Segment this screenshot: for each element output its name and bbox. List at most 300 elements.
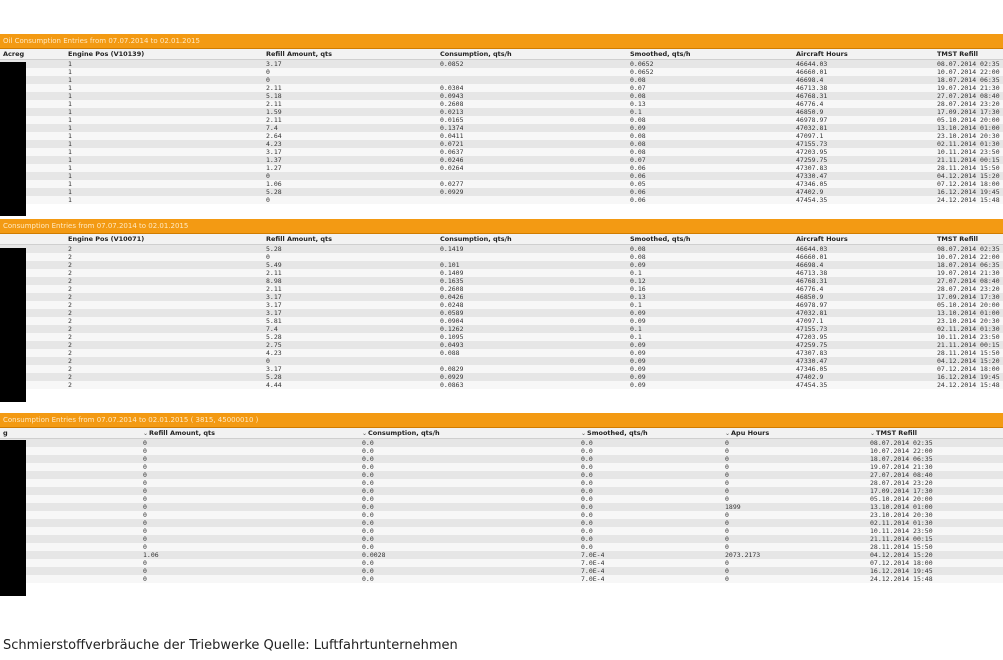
table-row [0, 196, 1003, 204]
cell-col-tmst-refill: 13.10.2014 01:00 [870, 503, 933, 511]
cell-col-aircraft-hours: 47097.1 [796, 317, 824, 325]
cell-col-engine-pos-v10071: 2 [68, 277, 72, 285]
table-row [0, 527, 1003, 535]
redaction-bar [0, 440, 26, 596]
cell-col-refill-amount-qts: 7.4 [266, 325, 278, 333]
cell-col-consumption-qts-h: 0.1419 [440, 245, 464, 253]
cell-col-apu-hours: 2073.2173 [725, 551, 761, 559]
cell-col-engine-pos-v10071: 2 [68, 309, 72, 317]
cell-col-engine-pos-v10071: 2 [68, 301, 72, 309]
cell-col-engine-pos-v10139: 1 [68, 140, 72, 148]
header-label: Aircraft Hours [796, 50, 848, 58]
cell-col-engine-pos-v10071: 2 [68, 357, 72, 365]
cell-col-refill-amount-qts: 0 [143, 575, 147, 583]
cell-col-refill-amount-qts: 2.75 [266, 341, 282, 349]
cell-col-apu-hours: 0 [725, 527, 729, 535]
engine-1-oil-panel [0, 34, 1003, 204]
cell-col-smoothed-qts-h: 0.0 [581, 511, 593, 519]
cell-col-smoothed-qts-h: 0.0 [581, 439, 593, 447]
cell-col-refill-amount-qts: 1.37 [266, 156, 282, 164]
cell-col-consumption-qts-h: 0.0904 [440, 317, 464, 325]
cell-col-refill-amount-qts: 3.17 [266, 365, 282, 373]
cell-col-refill-amount-qts: 0 [143, 471, 147, 479]
cell-col-aircraft-hours: 46660.01 [796, 253, 828, 261]
header-label: Consumption, qts/h [440, 235, 512, 243]
cell-col-consumption-qts-h: 0.0 [362, 527, 374, 535]
cell-col-smoothed-qts-h: 0.09 [630, 349, 646, 357]
table-row [0, 116, 1003, 124]
cell-col-apu-hours: 0 [725, 495, 729, 503]
table-row [0, 285, 1003, 293]
cell-col-tmst-refill: 18.07.2014 06:35 [937, 76, 1000, 84]
cell-col-consumption-qts-h: 0.0 [362, 567, 374, 575]
cell-col-aircraft-hours: 47346.05 [796, 365, 828, 373]
cell-col-consumption-qts-h: 0.0426 [440, 293, 464, 301]
cell-col-tmst-refill: 27.07.2014 08:40 [937, 277, 1000, 285]
cell-col-refill-amount-qts: 2.64 [266, 132, 282, 140]
table-row [0, 455, 1003, 463]
header-col-aircraft-hours [796, 234, 848, 244]
cell-col-refill-amount-qts: 0 [266, 172, 270, 180]
cell-col-tmst-refill: 10.07.2014 22:00 [937, 68, 1000, 76]
cell-col-refill-amount-qts: 5.18 [266, 92, 282, 100]
header-col-tmst-refill [937, 234, 978, 244]
cell-col-aircraft-hours: 47203.95 [796, 148, 828, 156]
cell-col-consumption-qts-h: 0.0264 [440, 164, 464, 172]
table-row [0, 567, 1003, 575]
table-row [0, 140, 1003, 148]
header-label: Consumption, qts/h [368, 429, 440, 437]
cell-col-consumption-qts-h: 0.0 [362, 471, 374, 479]
cell-col-aircraft-hours: 46698.4 [796, 76, 824, 84]
header-label: TMST Refill [937, 50, 978, 58]
cell-col-tmst-refill: 28.07.2014 23:20 [937, 100, 1000, 108]
table-row [0, 325, 1003, 333]
cell-col-tmst-refill: 28.11.2014 15:50 [870, 543, 933, 551]
cell-col-refill-amount-qts: 2.11 [266, 116, 282, 124]
cell-col-tmst-refill: 02.11.2014 01:30 [870, 519, 933, 527]
cell-col-tmst-refill: 28.07.2014 23:20 [937, 285, 1000, 293]
cell-col-tmst-refill: 07.12.2014 18:00 [937, 180, 1000, 188]
header-col-acreg [3, 49, 24, 59]
cell-col-consumption-qts-h: 0.0863 [440, 381, 464, 389]
cell-col-aircraft-hours: 46850.9 [796, 293, 824, 301]
cell-col-engine-pos-v10071: 2 [68, 269, 72, 277]
cell-col-tmst-refill: 04.12.2014 15:20 [870, 551, 933, 559]
apu-oil-panel [0, 413, 1003, 583]
cell-col-aircraft-hours: 47402.9 [796, 188, 824, 196]
cell-col-smoothed-qts-h: 0.07 [630, 156, 646, 164]
cell-col-refill-amount-qts: 7.4 [266, 124, 278, 132]
cell-col-smoothed-qts-h: 0.09 [630, 309, 646, 317]
header-label: Apu Hours [731, 429, 770, 437]
cell-col-aircraft-hours: 47346.05 [796, 180, 828, 188]
cell-col-apu-hours: 0 [725, 567, 729, 575]
cell-col-engine-pos-v10071: 2 [68, 245, 72, 253]
cell-col-engine-pos-v10139: 1 [68, 60, 72, 68]
cell-col-consumption-qts-h: 0.088 [440, 349, 460, 357]
table-row [0, 277, 1003, 285]
table-row [0, 479, 1003, 487]
cell-col-consumption-qts-h: 0.0 [362, 439, 374, 447]
cell-col-apu-hours: 0 [725, 463, 729, 471]
cell-col-consumption-qts-h: 0.0852 [440, 60, 464, 68]
sort-arrow-icon: ⌄ [581, 430, 587, 437]
cell-col-consumption-qts-h: 0.0929 [440, 373, 464, 381]
cell-col-tmst-refill: 02.11.2014 01:30 [937, 140, 1000, 148]
cell-col-engine-pos-v10139: 1 [68, 172, 72, 180]
table-row [0, 471, 1003, 479]
cell-col-smoothed-qts-h: 0.08 [630, 148, 646, 156]
cell-col-aircraft-hours: 46978.97 [796, 301, 828, 309]
cell-col-tmst-refill: 04.12.2014 15:20 [937, 357, 1000, 365]
cell-col-refill-amount-qts: 0 [266, 76, 270, 84]
cell-col-consumption-qts-h: 0.0929 [440, 188, 464, 196]
table-row [0, 100, 1003, 108]
table-row [0, 245, 1003, 253]
cell-col-refill-amount-qts: 5.28 [266, 333, 282, 341]
cell-col-refill-amount-qts: 0 [143, 487, 147, 495]
cell-col-aircraft-hours: 47097.1 [796, 132, 824, 140]
cell-col-tmst-refill: 21.11.2014 00:15 [870, 535, 933, 543]
cell-col-smoothed-qts-h: 0.1 [630, 301, 642, 309]
cell-col-refill-amount-qts: 0 [143, 503, 147, 511]
cell-col-aircraft-hours: 47454.35 [796, 381, 828, 389]
cell-col-engine-pos-v10139: 1 [68, 164, 72, 172]
cell-col-engine-pos-v10071: 2 [68, 253, 72, 261]
table-row [0, 124, 1003, 132]
cell-col-apu-hours: 0 [725, 455, 729, 463]
table-row [0, 341, 1003, 349]
cell-col-refill-amount-qts: 4.23 [266, 349, 282, 357]
cell-col-refill-amount-qts: 0 [143, 463, 147, 471]
sort-arrow-icon: ⌄ [870, 430, 876, 437]
cell-col-smoothed-qts-h: 0.06 [630, 188, 646, 196]
cell-col-refill-amount-qts: 3.17 [266, 148, 282, 156]
cell-col-aircraft-hours: 47032.81 [796, 124, 828, 132]
cell-col-refill-amount-qts: 3.17 [266, 309, 282, 317]
cell-col-tmst-refill: 24.12.2014 15:48 [870, 575, 933, 583]
cell-col-tmst-refill: 17.09.2014 17:30 [870, 487, 933, 495]
cell-col-tmst-refill: 16.12.2014 19:45 [870, 567, 933, 575]
table-row [0, 463, 1003, 471]
cell-col-aircraft-hours: 46644.03 [796, 245, 828, 253]
header-label: Smoothed, qts/h [630, 50, 691, 58]
cell-col-refill-amount-qts: 5.49 [266, 261, 282, 269]
cell-col-engine-pos-v10139: 1 [68, 188, 72, 196]
cell-col-consumption-qts-h: 0.0 [362, 463, 374, 471]
header-col-smoothed-qts-h [630, 234, 691, 244]
cell-col-refill-amount-qts: 0 [266, 357, 270, 365]
sort-arrow-icon: ⌄ [725, 430, 731, 437]
table-row [0, 559, 1003, 567]
redaction-bar [0, 248, 26, 402]
table-header-row [0, 428, 1003, 439]
cell-col-smoothed-qts-h: 7.0E-4 [581, 575, 605, 583]
header-col-smoothed-qts-h [630, 49, 691, 59]
cell-col-apu-hours: 0 [725, 447, 729, 455]
cell-col-smoothed-qts-h: 0.0 [581, 543, 593, 551]
cell-col-aircraft-hours: 47203.95 [796, 333, 828, 341]
sort-arrow-icon: ⌄ [143, 430, 149, 437]
cell-col-smoothed-qts-h: 0.0652 [630, 60, 654, 68]
cell-col-refill-amount-qts: 0 [143, 519, 147, 527]
cell-col-refill-amount-qts: 0 [143, 455, 147, 463]
cell-col-consumption-qts-h: 0.1095 [440, 333, 464, 341]
cell-col-tmst-refill: 10.07.2014 22:00 [870, 447, 933, 455]
cell-col-consumption-qts-h: 0.0 [362, 543, 374, 551]
header-col-apu-hours[interactable] [725, 428, 769, 439]
cell-col-smoothed-qts-h: 0.0 [581, 479, 593, 487]
table-row [0, 84, 1003, 92]
panel-title: Consumption Entries from 07.07.2014 to 02.01.2015 [0, 219, 1003, 234]
cell-col-apu-hours: 0 [725, 439, 729, 447]
cell-col-consumption-qts-h: 0.0829 [440, 365, 464, 373]
cell-col-refill-amount-qts: 5.81 [266, 317, 282, 325]
cell-col-consumption-qts-h: 0.0 [362, 479, 374, 487]
table-row [0, 447, 1003, 455]
cell-col-engine-pos-v10071: 2 [68, 285, 72, 293]
cell-col-engine-pos-v10071: 2 [68, 341, 72, 349]
cell-col-engine-pos-v10071: 2 [68, 325, 72, 333]
header-label: Smoothed, qts/h [587, 429, 648, 437]
cell-col-smoothed-qts-h: 0.0 [581, 447, 593, 455]
cell-col-engine-pos-v10139: 1 [68, 84, 72, 92]
cell-col-consumption-qts-h: 0.0213 [440, 108, 464, 116]
cell-col-smoothed-qts-h: 0.13 [630, 293, 646, 301]
cell-col-smoothed-qts-h: 0.08 [630, 76, 646, 84]
cell-col-smoothed-qts-h: 0.1 [630, 269, 642, 277]
table-row [0, 261, 1003, 269]
cell-col-consumption-qts-h: 0.0028 [362, 551, 386, 559]
cell-col-apu-hours: 0 [725, 519, 729, 527]
cell-col-aircraft-hours: 47330.47 [796, 172, 828, 180]
cell-col-engine-pos-v10139: 1 [68, 68, 72, 76]
table-row [0, 293, 1003, 301]
header-col-tmst-refill[interactable] [870, 428, 917, 439]
cell-col-consumption-qts-h: 0.101 [440, 261, 460, 269]
cell-col-smoothed-qts-h: 0.09 [630, 317, 646, 325]
cell-col-smoothed-qts-h: 0.06 [630, 164, 646, 172]
cell-col-smoothed-qts-h: 0.06 [630, 172, 646, 180]
cell-col-tmst-refill: 19.07.2014 21:30 [870, 463, 933, 471]
cell-col-smoothed-qts-h: 0.09 [630, 365, 646, 373]
cell-col-engine-pos-v10071: 2 [68, 381, 72, 389]
cell-col-engine-pos-v10139: 1 [68, 76, 72, 84]
cell-col-smoothed-qts-h: 0.1 [630, 325, 642, 333]
cell-col-refill-amount-qts: 1.06 [143, 551, 159, 559]
cell-col-smoothed-qts-h: 0.08 [630, 140, 646, 148]
header-label: Refill Amount, qts [266, 235, 332, 243]
table-row [0, 487, 1003, 495]
cell-col-tmst-refill: 18.07.2014 06:35 [870, 455, 933, 463]
header-col-refill-amount-qts[interactable] [143, 428, 215, 439]
cell-col-smoothed-qts-h: 0.0 [581, 455, 593, 463]
cell-col-aircraft-hours: 46660.01 [796, 68, 828, 76]
header-col-consumption-qts-h[interactable] [362, 428, 440, 439]
cell-col-refill-amount-qts: 0 [266, 68, 270, 76]
cell-col-engine-pos-v10071: 2 [68, 293, 72, 301]
header-label: Engine Pos (V10139) [68, 50, 145, 58]
cell-col-apu-hours: 0 [725, 535, 729, 543]
cell-col-tmst-refill: 28.07.2014 23:20 [870, 479, 933, 487]
table-row [0, 503, 1003, 511]
cell-col-aircraft-hours: 47307.83 [796, 349, 828, 357]
cell-col-refill-amount-qts: 0 [143, 495, 147, 503]
cell-col-smoothed-qts-h: 7.0E-4 [581, 559, 605, 567]
table-row [0, 301, 1003, 309]
cell-col-aircraft-hours: 46776.4 [796, 100, 824, 108]
cell-col-consumption-qts-h: 0.0 [362, 447, 374, 455]
cell-col-tmst-refill: 05.10.2014 20:00 [937, 301, 1000, 309]
header-label: TMST Refill [937, 235, 978, 243]
header-label: Refill Amount, qts [149, 429, 215, 437]
table-row [0, 439, 1003, 447]
cell-col-smoothed-qts-h: 0.12 [630, 277, 646, 285]
cell-col-engine-pos-v10139: 1 [68, 108, 72, 116]
header-col-refill-amount-qts [266, 234, 332, 244]
cell-col-tmst-refill: 24.12.2014 15:48 [937, 381, 1000, 389]
cell-col-smoothed-qts-h: 0.09 [630, 124, 646, 132]
panel-title: Oil Consumption Entries from 07.07.2014 to 02.01.2015 [0, 34, 1003, 49]
cell-col-smoothed-qts-h: 0.0 [581, 471, 593, 479]
table-row [0, 253, 1003, 261]
cell-col-aircraft-hours: 46768.31 [796, 92, 828, 100]
redaction-bar [0, 62, 26, 216]
cell-col-refill-amount-qts: 0 [143, 535, 147, 543]
cell-col-tmst-refill: 05.10.2014 20:00 [937, 116, 1000, 124]
cell-col-tmst-refill: 23.10.2014 20:30 [870, 511, 933, 519]
cell-col-consumption-qts-h: 0.0589 [440, 309, 464, 317]
header-label: Consumption, qts/h [440, 50, 512, 58]
header-col-aircraft-hours [796, 49, 848, 59]
cell-col-engine-pos-v10071: 2 [68, 333, 72, 341]
cell-col-smoothed-qts-h: 7.0E-4 [581, 551, 605, 559]
cell-col-tmst-refill: 08.07.2014 02:35 [870, 439, 933, 447]
cell-col-tmst-refill: 17.09.2014 17:30 [937, 108, 1000, 116]
header-label: Acreg [3, 50, 25, 58]
cell-col-apu-hours: 0 [725, 543, 729, 551]
cell-col-aircraft-hours: 47155.73 [796, 325, 828, 333]
cell-col-tmst-refill: 07.12.2014 18:00 [937, 365, 1000, 373]
cell-col-smoothed-qts-h: 0.0 [581, 487, 593, 495]
cell-col-engine-pos-v10139: 1 [68, 124, 72, 132]
table-header-row [0, 49, 1003, 60]
cell-col-tmst-refill: 17.09.2014 17:30 [937, 293, 1000, 301]
cell-col-consumption-qts-h: 0.0721 [440, 140, 464, 148]
cell-col-refill-amount-qts: 2.11 [266, 84, 282, 92]
table-row [0, 535, 1003, 543]
cell-col-tmst-refill: 08.07.2014 02:35 [937, 245, 1000, 253]
cell-col-tmst-refill: 10.11.2014 23:50 [870, 527, 933, 535]
cell-col-smoothed-qts-h: 0.06 [630, 196, 646, 204]
cell-col-refill-amount-qts: 0 [143, 559, 147, 567]
cell-col-tmst-refill: 24.12.2014 15:48 [937, 196, 1000, 204]
header-col-smoothed-qts-h[interactable] [581, 428, 648, 439]
table-row [0, 309, 1003, 317]
cell-col-tmst-refill: 10.07.2014 22:00 [937, 253, 1000, 261]
table-row [0, 333, 1003, 341]
cell-col-tmst-refill: 08.07.2014 02:35 [937, 60, 1000, 68]
cell-col-engine-pos-v10139: 1 [68, 148, 72, 156]
cell-col-refill-amount-qts: 5.28 [266, 188, 282, 196]
table-row [0, 148, 1003, 156]
cell-col-smoothed-qts-h: 0.16 [630, 285, 646, 293]
cell-col-engine-pos-v10139: 1 [68, 156, 72, 164]
cell-col-apu-hours: 1899 [725, 503, 741, 511]
header-col-engine-pos-v10139 [68, 49, 144, 59]
cell-col-aircraft-hours: 47155.73 [796, 140, 828, 148]
header-col-tmst-refill [937, 49, 978, 59]
cell-col-smoothed-qts-h: 0.0 [581, 503, 593, 511]
cell-col-engine-pos-v10071: 2 [68, 349, 72, 357]
cell-col-refill-amount-qts: 0 [143, 511, 147, 519]
cell-col-consumption-qts-h: 0.1374 [440, 124, 464, 132]
cell-col-aircraft-hours: 46850.9 [796, 108, 824, 116]
sort-arrow-icon: ⌄ [362, 430, 368, 437]
cell-col-refill-amount-qts: 5.28 [266, 373, 282, 381]
cell-col-refill-amount-qts: 4.44 [266, 381, 282, 389]
cell-col-consumption-qts-h: 0.0 [362, 511, 374, 519]
cell-col-smoothed-qts-h: 0.08 [630, 245, 646, 253]
table-row [0, 269, 1003, 277]
cell-col-apu-hours: 0 [725, 559, 729, 567]
cell-col-refill-amount-qts: 0 [143, 439, 147, 447]
header-col-engine-pos-v10071 [68, 234, 144, 244]
cell-col-tmst-refill: 19.07.2014 21:30 [937, 84, 1000, 92]
cell-col-smoothed-qts-h: 0.09 [630, 357, 646, 365]
cell-col-engine-pos-v10071: 2 [68, 365, 72, 373]
cell-col-smoothed-qts-h: 0.08 [630, 132, 646, 140]
table-row [0, 317, 1003, 325]
table-row [0, 180, 1003, 188]
cell-col-refill-amount-qts: 0 [143, 447, 147, 455]
cell-col-smoothed-qts-h: 0.0 [581, 519, 593, 527]
cell-col-aircraft-hours: 47259.75 [796, 341, 828, 349]
cell-col-tmst-refill: 18.07.2014 06:35 [937, 261, 1000, 269]
header-label: TMST Refill [876, 429, 917, 437]
cell-col-tmst-refill: 28.11.2014 15:50 [937, 164, 1000, 172]
cell-col-engine-pos-v10139: 1 [68, 100, 72, 108]
cell-col-smoothed-qts-h: 0.08 [630, 116, 646, 124]
cell-col-tmst-refill: 13.10.2014 01:00 [937, 124, 1000, 132]
cell-col-tmst-refill: 27.07.2014 08:40 [937, 92, 1000, 100]
cell-col-aircraft-hours: 46698.4 [796, 261, 824, 269]
header-col-g[interactable] [3, 428, 8, 438]
table-row [0, 172, 1003, 180]
cell-col-tmst-refill: 19.07.2014 21:30 [937, 269, 1000, 277]
cell-col-aircraft-hours: 46776.4 [796, 285, 824, 293]
cell-col-refill-amount-qts: 5.28 [266, 245, 282, 253]
engine-2-oil-panel [0, 219, 1003, 389]
cell-col-tmst-refill: 07.12.2014 18:00 [870, 559, 933, 567]
table-row [0, 365, 1003, 373]
cell-col-refill-amount-qts: 0 [143, 527, 147, 535]
cell-col-aircraft-hours: 46713.38 [796, 84, 828, 92]
cell-col-refill-amount-qts: 2.11 [266, 269, 282, 277]
cell-col-engine-pos-v10139: 1 [68, 180, 72, 188]
cell-col-aircraft-hours: 46768.31 [796, 277, 828, 285]
cell-col-consumption-qts-h: 0.0304 [440, 84, 464, 92]
cell-col-consumption-qts-h: 0.0277 [440, 180, 464, 188]
cell-col-smoothed-qts-h: 0.1 [630, 108, 642, 116]
cell-col-consumption-qts-h: 0.0 [362, 487, 374, 495]
cell-col-smoothed-qts-h: 0.0 [581, 527, 593, 535]
table-row [0, 60, 1003, 68]
header-col-refill-amount-qts [266, 49, 332, 59]
table-row [0, 575, 1003, 583]
cell-col-consumption-qts-h: 0.0 [362, 559, 374, 567]
